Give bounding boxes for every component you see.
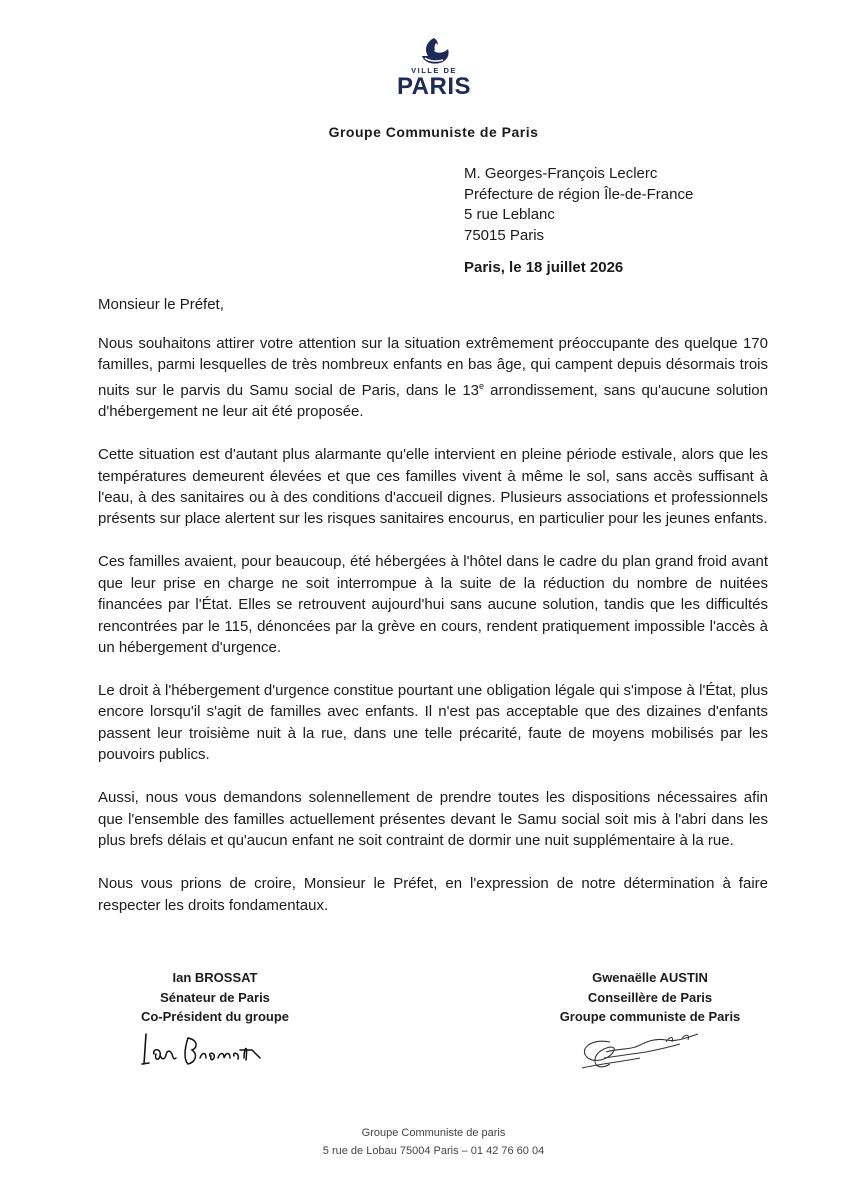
paris-ship-icon: [414, 34, 454, 68]
group-title: Groupe Communiste de Paris: [328, 124, 539, 140]
recipient-name: M. Georges-François Leclerc: [464, 165, 658, 182]
paragraph-3: Ces familles avaient, pour beaucoup, été hébergées à l'hôtel dans le cadre du plan grand froid avant que leur prise en charge ne soit interrompue à la suite de la réduction du nombre de nuitées financées par l'État. Elles se retrouvent aujourd'hui sans aucune solution, tandis que les difficultés rencontrées par le 115, dénoncées par la grève en cours, rendent pratiquement impossible l'accès à un hébergement d'urgence.: [98, 553, 768, 657]
handwritten-signature-right: [570, 1028, 720, 1076]
paragraph-5: Aussi, nous vous demandons solennellement de prendre toutes les dispositions nécessaires afin que l'ensemble des familles actuellement présentes devant le Samu social soit mis à l'abri dans les plus brefs délais et qu'aucun enfant ne soit contraint de dormir une nuit supplémentaire à la rue.: [98, 789, 768, 850]
logo-large-text: PARIS: [396, 73, 472, 100]
signatory-right-role: Conseillère de Paris: [587, 989, 713, 1005]
handwritten-signature-left: [140, 1028, 290, 1073]
letter-footer: [0, 1124, 867, 1160]
logo-small-text: VILLE DE: [411, 66, 457, 75]
recipient-city: 75015 Paris: [464, 226, 545, 244]
signatory-right-group-role: Groupe communiste de Paris: [559, 1009, 741, 1024]
signatory-right-name: Gwenaëlle AUSTIN: [592, 970, 708, 985]
paragraph-1-part-b: arrondissement, sans qu'aucune solution d'hébergement ne leur ait été proposée.: [98, 381, 768, 421]
paragraph-1: [98, 333, 768, 423]
signatory-right: [530, 968, 770, 1027]
paragraph-6: Nous vous prions de croire, Monsieur le Préfet, en l'expression de notre détermination à faire respecter les droits fondamentaux.: [98, 875, 768, 914]
paragraph-1-part-a: Nous souhaitons attirer votre attention sur la situation extrêmement préoccupante des quelque 170 familles, parmi lesquelles de très nombreux enfants en bas âge, qui campent depuis désormais trois nuits sur le parvis du Samu social de Paris, dans le 13: [98, 335, 768, 399]
paragraph-2: Cette situation est d'autant plus alarmante qu'elle intervient en pleine période estivale, alors que les températures demeurent élevées et que ces familles vivent à même le sol, sans accès suffisant à l'eau, à des sanitaires ou à des conditions d'accueil dignes. Plusieurs associations et professionnels présents sur place alertent sur les risques sanitaires encourus, en particulier pour les jeunes enfants.: [98, 446, 768, 528]
signatory-left-name: Ian BROSSAT: [172, 970, 258, 985]
salutation: Monsieur le Préfet,: [98, 296, 224, 313]
paragraph-4: Le droit à l'hébergement d'urgence constitue pourtant une obligation légale qui s'impose à l'État, plus encore lorsqu'il s'agit de familles avec enfants. Il n'est pas acceptable que des dizaines d'enfants passent leur troisième nuit à la rue, dans une telle précarité, faute de moyens mobilisés par les pouvoirs publics.: [98, 682, 768, 764]
footer-group-name: Groupe Communiste de paris: [361, 1127, 506, 1139]
footer-address: 5 rue de Lobau 75004 Paris – 01 42 76 60 04: [322, 1145, 545, 1157]
signatory-left: [120, 968, 310, 1027]
ordinal-superscript: e: [479, 380, 485, 391]
signatory-left-role: Sénateur de Paris: [160, 989, 270, 1005]
letter-date: Paris, le 18 juillet 2026: [464, 259, 624, 276]
letter-body: [98, 333, 768, 938]
recipient-street: 5 rue Leblanc: [464, 206, 555, 223]
signatory-left-group-role: Co-Président du groupe: [140, 1009, 290, 1024]
recipient-organization: Préfecture de région Île-de-France: [464, 185, 694, 203]
recipient-address: [464, 164, 693, 246]
ville-de-paris-logo: [392, 34, 476, 114]
